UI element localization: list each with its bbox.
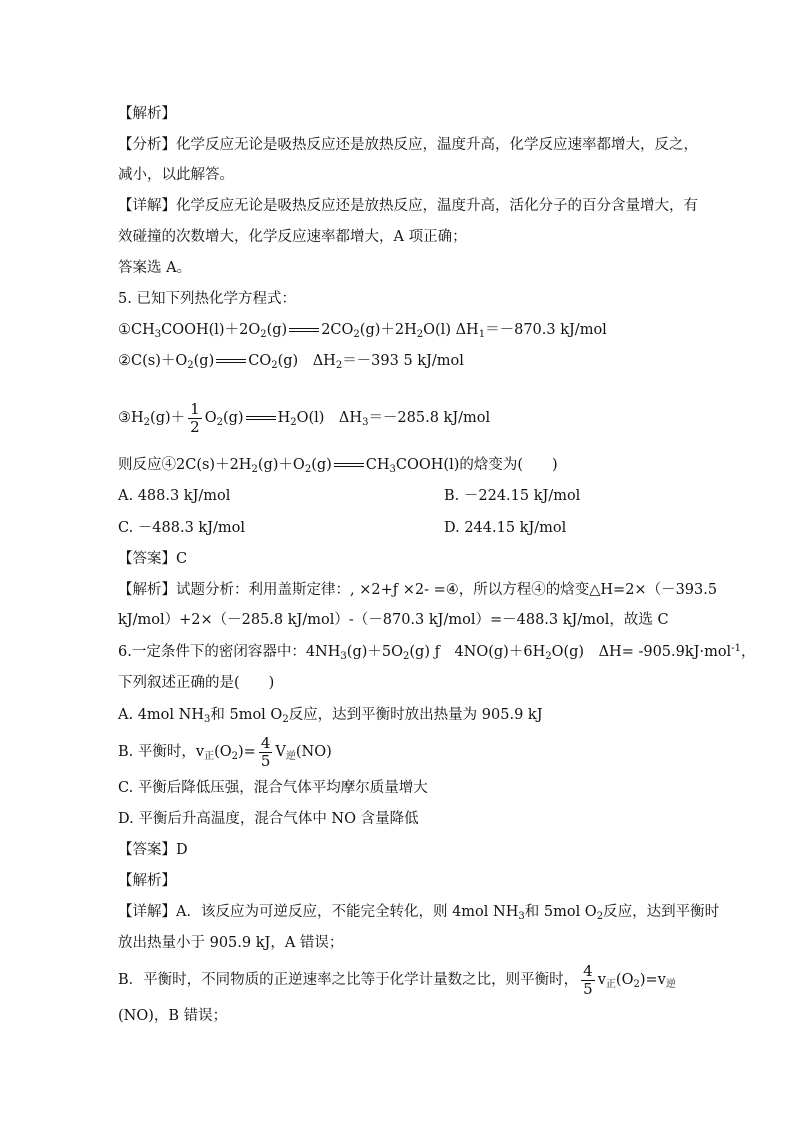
question-5-stem: 5. 已知下列热化学方程式： bbox=[118, 291, 296, 307]
section-heading-jiexi: 【解析】 bbox=[118, 106, 176, 122]
option-6d: D. 平衡后升高温度，混合气体中 NO 含量降低 bbox=[118, 811, 419, 827]
equation-3: $③H_2(g)+$ $\frac{1}{2}$ $O_2(g)$ $H_2O(l)$ $\Delta H_3=-285.8$ kJ/mol bbox=[118, 399, 491, 436]
equals-sign bbox=[246, 416, 276, 420]
equation-1: $①CH_3COOH(l)+2O_2(g)$ $2CO_2(g)+2H_2O(l)$ $\Delta H_1=-870.3$ kJ/mol bbox=[118, 322, 607, 340]
equals-sign bbox=[334, 463, 364, 467]
option-a: A. 488.3 kJ/mol bbox=[118, 488, 231, 504]
detail-line-1: 【详解】化学反应无论是吸热反应还是放热反应，温度升高，活化分子的百分含量增大，有 bbox=[118, 198, 698, 214]
equals-sign bbox=[216, 359, 246, 363]
question-6-prompt: 下列叙述正确的是( ) bbox=[118, 675, 275, 691]
equation-2: $②C(s)+O_2(g)$ $CO_2(g)$ $\Delta H_2=-393$ 5 kJ/mol bbox=[118, 353, 464, 371]
option-b: B. －224.15 kJ/mol bbox=[444, 488, 581, 504]
fraction-four-fifths: $\frac{4}{5}$ bbox=[260, 733, 271, 770]
analysis-line-1: 【分析】化学反应无论是吸热反应还是放热反应，温度升高，化学反应速率都增大，反之， bbox=[118, 137, 698, 153]
answer-choice-line: 答案选 A。 bbox=[118, 260, 192, 276]
option-6b: B. 平衡时，$v_正(O_2)=$ $\frac{4}{5}$ $V_逆(NO)$ bbox=[118, 733, 332, 770]
detail-6-line-3: B．平衡时，不同物质的正逆速率之比等于化学计量数之比，则平衡时， $\frac{4}{5}$ $v_正(O_2)=v_逆$ bbox=[118, 961, 676, 998]
explanation-5-line-2: kJ/mol）+2×（－285.8 kJ/mol）-（－870.3 kJ/mol）=－488.3 kJ/mol，故选 C bbox=[118, 612, 669, 628]
detail-line-2: 效碰撞的次数增大，化学反应速率都增大，A 项正确； bbox=[118, 229, 467, 245]
equation-4-question: 则反应$④2C(s)+2H_2(g)+O_2(g)$ $CH_3COOH(l)$的焓变为( ) bbox=[118, 457, 558, 475]
detail-6-line-2: 放出热量小于 905.9 kJ，A 错误； bbox=[118, 935, 344, 951]
explanation-5-line-1: 【解析】试题分析：利用盖斯定律：, ×2+ƒ ×2- =④，所以方程④的焓变△H=2×（－393.5 bbox=[118, 582, 718, 598]
fraction-one-half: $\frac{1}{2}$ bbox=[190, 399, 200, 436]
option-c: C. －488.3 kJ/mol bbox=[118, 520, 246, 536]
detail-6-line-1: 【详解】A．该反应为可逆反应，不能完全转化，则 4mol $NH_3$和 5mol $O_2$反应，达到平衡时 bbox=[118, 904, 720, 922]
option-6a: A. 4mol $NH_3$和 5mol $O_2$反应，达到平衡时放出热量为 905.9 kJ bbox=[118, 707, 543, 725]
question-6-stem: 6.一定条件下的密闭容器中：$4NH_3(g)+5O_2(g)$ ƒ $4NO(g)+6H_2O(g)$ ΔH= -905.9kJ·mol$^{-1}$， bbox=[118, 643, 756, 662]
detail-6-line-4: (NO)，B 错误； bbox=[118, 1008, 228, 1024]
answer-5: 【答案】C bbox=[118, 551, 188, 567]
option-d: D. 244.15 kJ/mol bbox=[444, 520, 567, 536]
explanation-6-heading: 【解析】 bbox=[118, 873, 176, 889]
fraction-four-fifths: $\frac{4}{5}$ bbox=[583, 961, 593, 998]
equals-sign bbox=[289, 328, 319, 332]
answer-6: 【答案】D bbox=[118, 842, 188, 858]
analysis-line-2: 减小，以此解答。 bbox=[118, 167, 234, 183]
option-6c: C. 平衡后降低压强，混合气体平均摩尔质量增大 bbox=[118, 780, 428, 796]
